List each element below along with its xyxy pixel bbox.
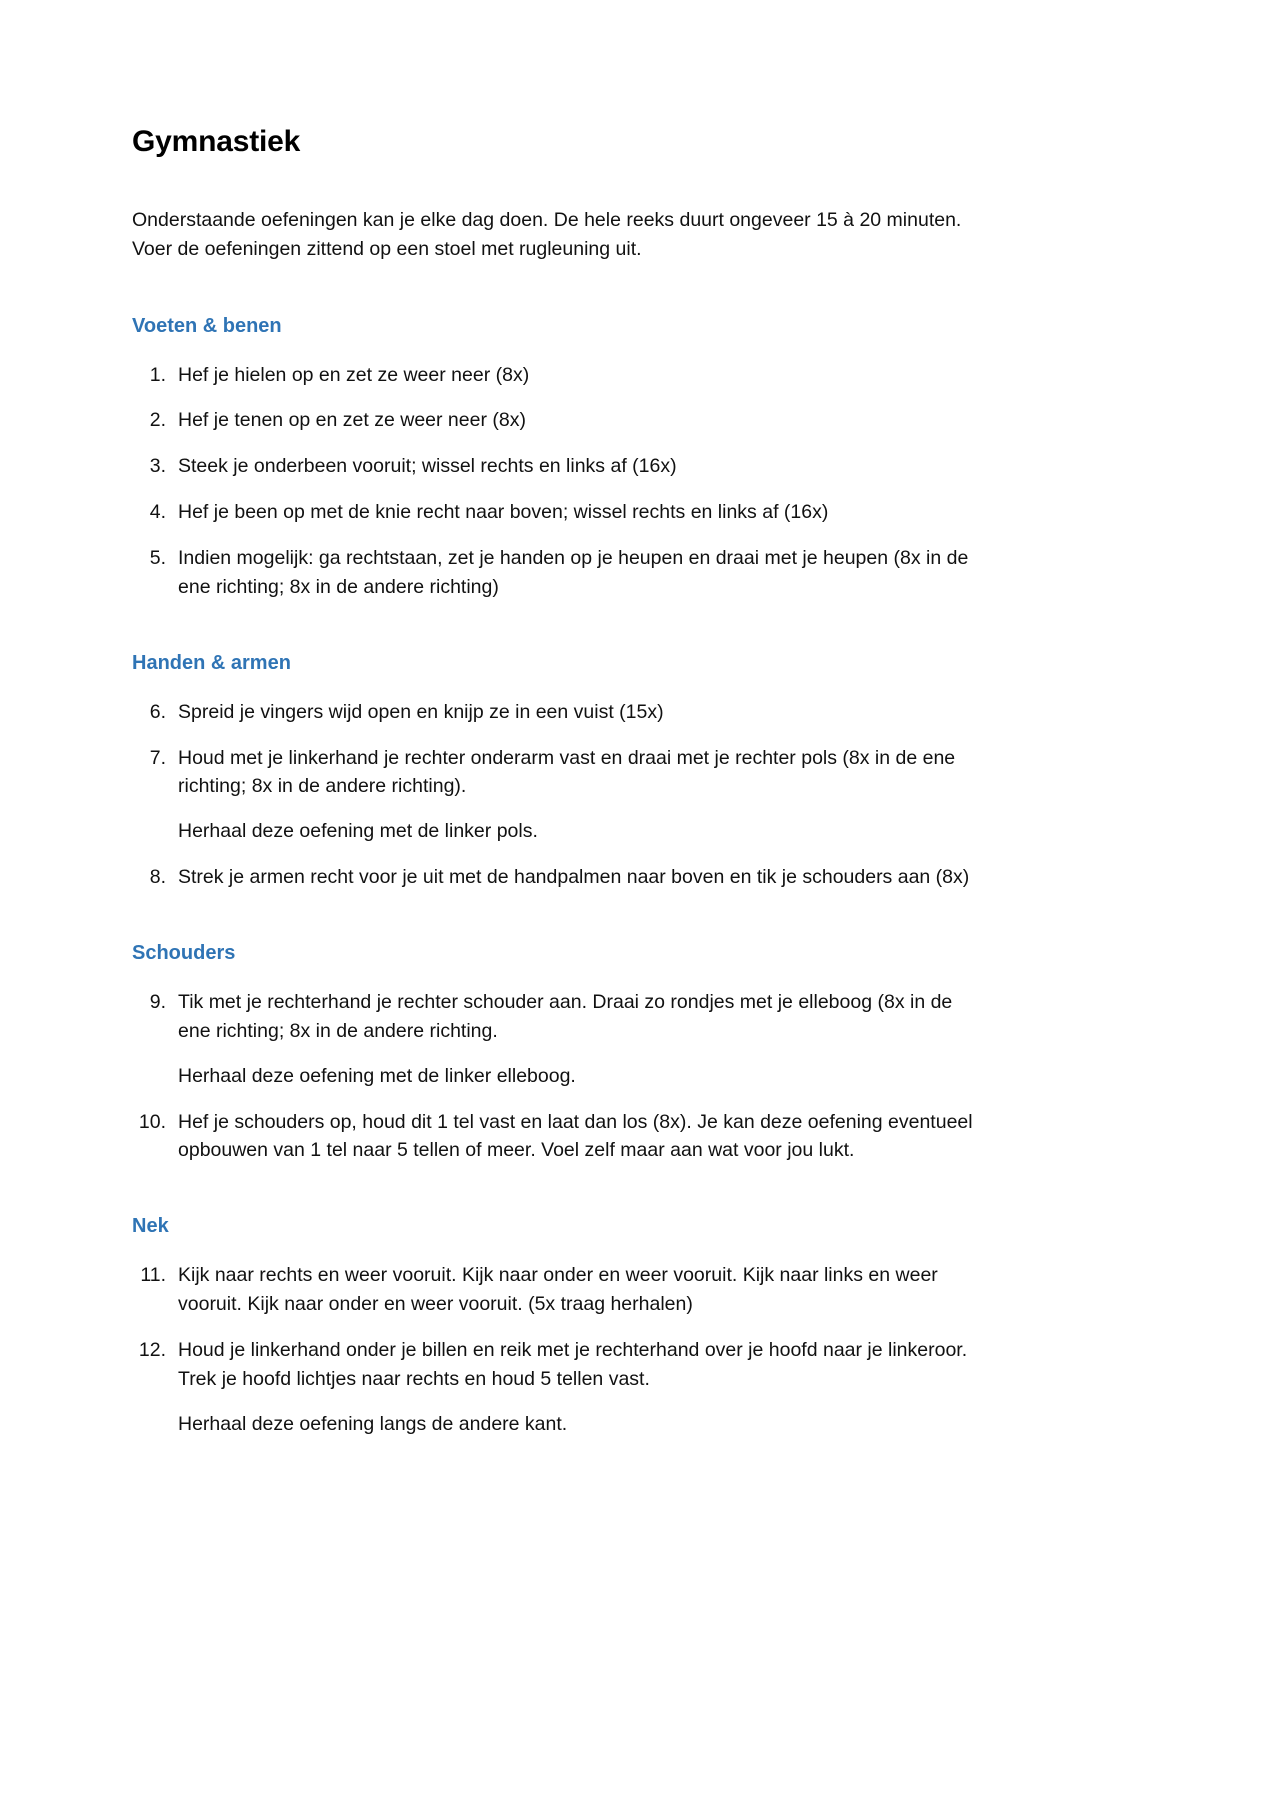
list-item [132,1336,977,1439]
list-item [132,1108,977,1166]
section-voeten-benen [132,313,977,602]
list-item-number: 4. [149,501,166,524]
list-item-subparagraph: Herhaal deze oefening langs de andere kant. [178,1412,568,1435]
list-item [132,406,977,435]
list-item-number: 6. [149,700,166,723]
section-heading-schouders: Schouders [132,941,236,964]
list-item-number: 7. [149,746,166,769]
list-item [132,498,977,527]
page-title: Gymnastiek [132,125,301,158]
list-item-text: Strek je armen recht voor je uit met de handpalmen naar boven en tik je schouders aan (8x) [178,866,970,889]
intro-paragraph: Onderstaande oefeningen kan je elke dag doen. De hele reeks duurt ongeveer 15 à 20 minuten. Voer de oefeningen zittend op een stoel met rugleuning uit. [132,209,962,261]
list-item-text: Hef je tenen op en zet ze weer neer (8x) [178,409,526,432]
section-heading-handen-armen: Handen & armen [132,651,291,674]
section-nek [132,1213,977,1438]
list-item-number: 9. [149,990,166,1013]
section-heading-nek: Nek [132,1215,169,1238]
list-item [132,988,977,1091]
list-item-text: Kijk naar rechts en weer vooruit. Kijk naar onder en weer vooruit. Kijk naar links en weer vooruit. Kijk naar onder en weer vooruit. (5x traag herhalen) [178,1264,938,1316]
document-content [132,124,977,1456]
list-item-number: 10. [138,1110,166,1133]
list-item-text: Hef je schouders op, houd dit 1 tel vast en laat dan los (8x). Je kan deze oefening eventueel opbouwen van 1 tel naar 5 tellen of meer. Voel zelf maar aan wat voor jou lukt. [178,1110,973,1162]
list-item-text: Spreid je vingers wijd open en knijp ze in een vuist (15x) [178,700,664,723]
list-item-number: 3. [149,455,166,478]
list-item-number: 1. [149,363,166,386]
list-item-text: Steek je onderbeen vooruit; wissel rechts en links af (16x) [178,455,677,478]
list-item [132,361,977,390]
list-item-number: 2. [149,409,166,432]
list-item-subparagraph: Herhaal deze oefening met de linker pols. [178,820,538,843]
list-item-text: Indien mogelijk: ga rechtstaan, zet je handen op je heupen en draai met je heupen (8x in de ene richting; 8x in de andere richting) [178,546,969,598]
exercise-list-handen-armen [132,698,977,892]
list-item-text: Houd met je linkerhand je rechter onderarm vast en draai met je rechter pols (8x in de ene richting; 8x in de andere richting). [178,746,956,798]
list-item-number: 5. [149,546,166,569]
exercise-list-voeten-benen [132,361,977,602]
list-item-number: 8. [149,866,166,889]
list-item-text: Hef je been op met de knie recht naar boven; wissel rechts en links af (16x) [178,501,829,524]
section-heading-voeten-benen: Voeten & benen [132,314,282,337]
list-item [132,1261,977,1319]
list-item-text: Houd je linkerhand onder je billen en reik met je rechterhand over je hoofd naar je linkeroor. Trek je hoofd lichtjes naar rechts en houd 5 tellen vast. [178,1338,968,1390]
list-item [132,452,977,481]
list-item-text: Hef je hielen op en zet ze weer neer (8x) [178,363,530,386]
list-item [132,544,977,602]
exercise-list-nek [132,1261,977,1438]
list-item-number: 11. [140,1264,166,1287]
list-item [132,698,977,727]
list-item [132,863,977,892]
list-item-text: Tik met je rechterhand je rechter schouder aan. Draai zo rondjes met je elleboog (8x in de ene richting; 8x in de andere richting. [178,990,953,1042]
exercise-list-schouders [132,988,977,1165]
list-item-subparagraph: Herhaal deze oefening met de linker elleboog. [178,1064,576,1087]
section-schouders [132,940,977,1165]
list-item [132,744,977,847]
section-handen-armen [132,650,977,892]
list-item-number: 12. [138,1338,166,1361]
